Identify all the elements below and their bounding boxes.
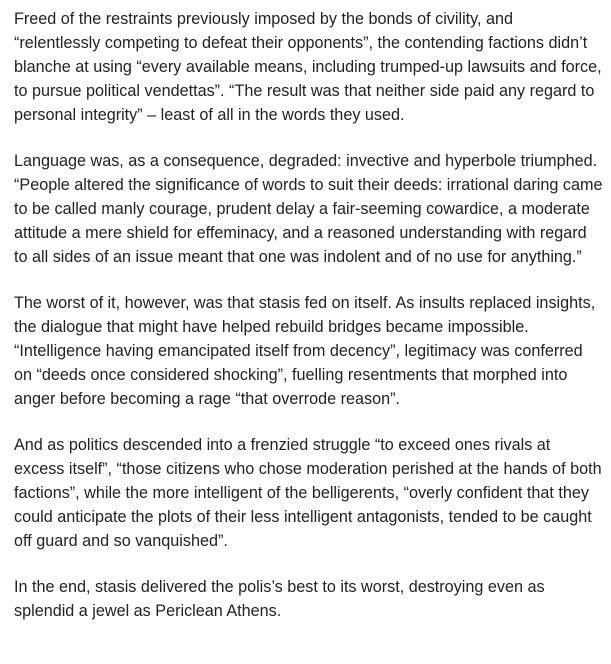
paragraph-5: In the end, stasis delivered the polis’s best to its worst, destroying even as splendid a jewel as Periclean Athens. — [14, 578, 545, 620]
paragraph-4: And as politics descended into a frenzied struggle “to exceed ones rivals at excess itself”, “those citizens who chose moderation perished at the hands of both factions”, while the more intelligent of the belligerents, “overly confident that they could anticipate the plots of their less intelligent antagonists, tended to be caught off guard and so vanquished”. — [14, 436, 602, 550]
paragraph-3: The worst of it, however, was that stasis fed on itself. As insults replaced insights, the dialogue that might have helped rebuild bridges became impossible. “Intelligence having emancipated itself from decency”, legitimacy was conferred on “deeds once considered shocking”, fuelling resentments that morphed into anger before becoming a rage “that overrode reason”. — [14, 294, 596, 408]
paragraph-1: Freed of the restraints previously imposed by the bonds of civility, and “relentlessly competing to defeat their opponents”, the contending factions didn’t blanche at using “every available means, including trumped-up lawsuits and force, to pursue political vendettas”. “The result was that neither side paid any regard to personal integrity” – least of all in the words they used. — [14, 10, 602, 124]
paragraph-2: Language was, as a consequence, degraded: invective and hyperbole triumphed. “People altered the significance of words to suit their deeds: irrational daring came to be called manly courage, prudent delay a fair-seeming cowardice, a moderate attitude a mere shield for effeminacy, and a reasoned understanding with regard to all sides of an issue meant that one was indolent and of no use for anything.” — [14, 152, 603, 266]
